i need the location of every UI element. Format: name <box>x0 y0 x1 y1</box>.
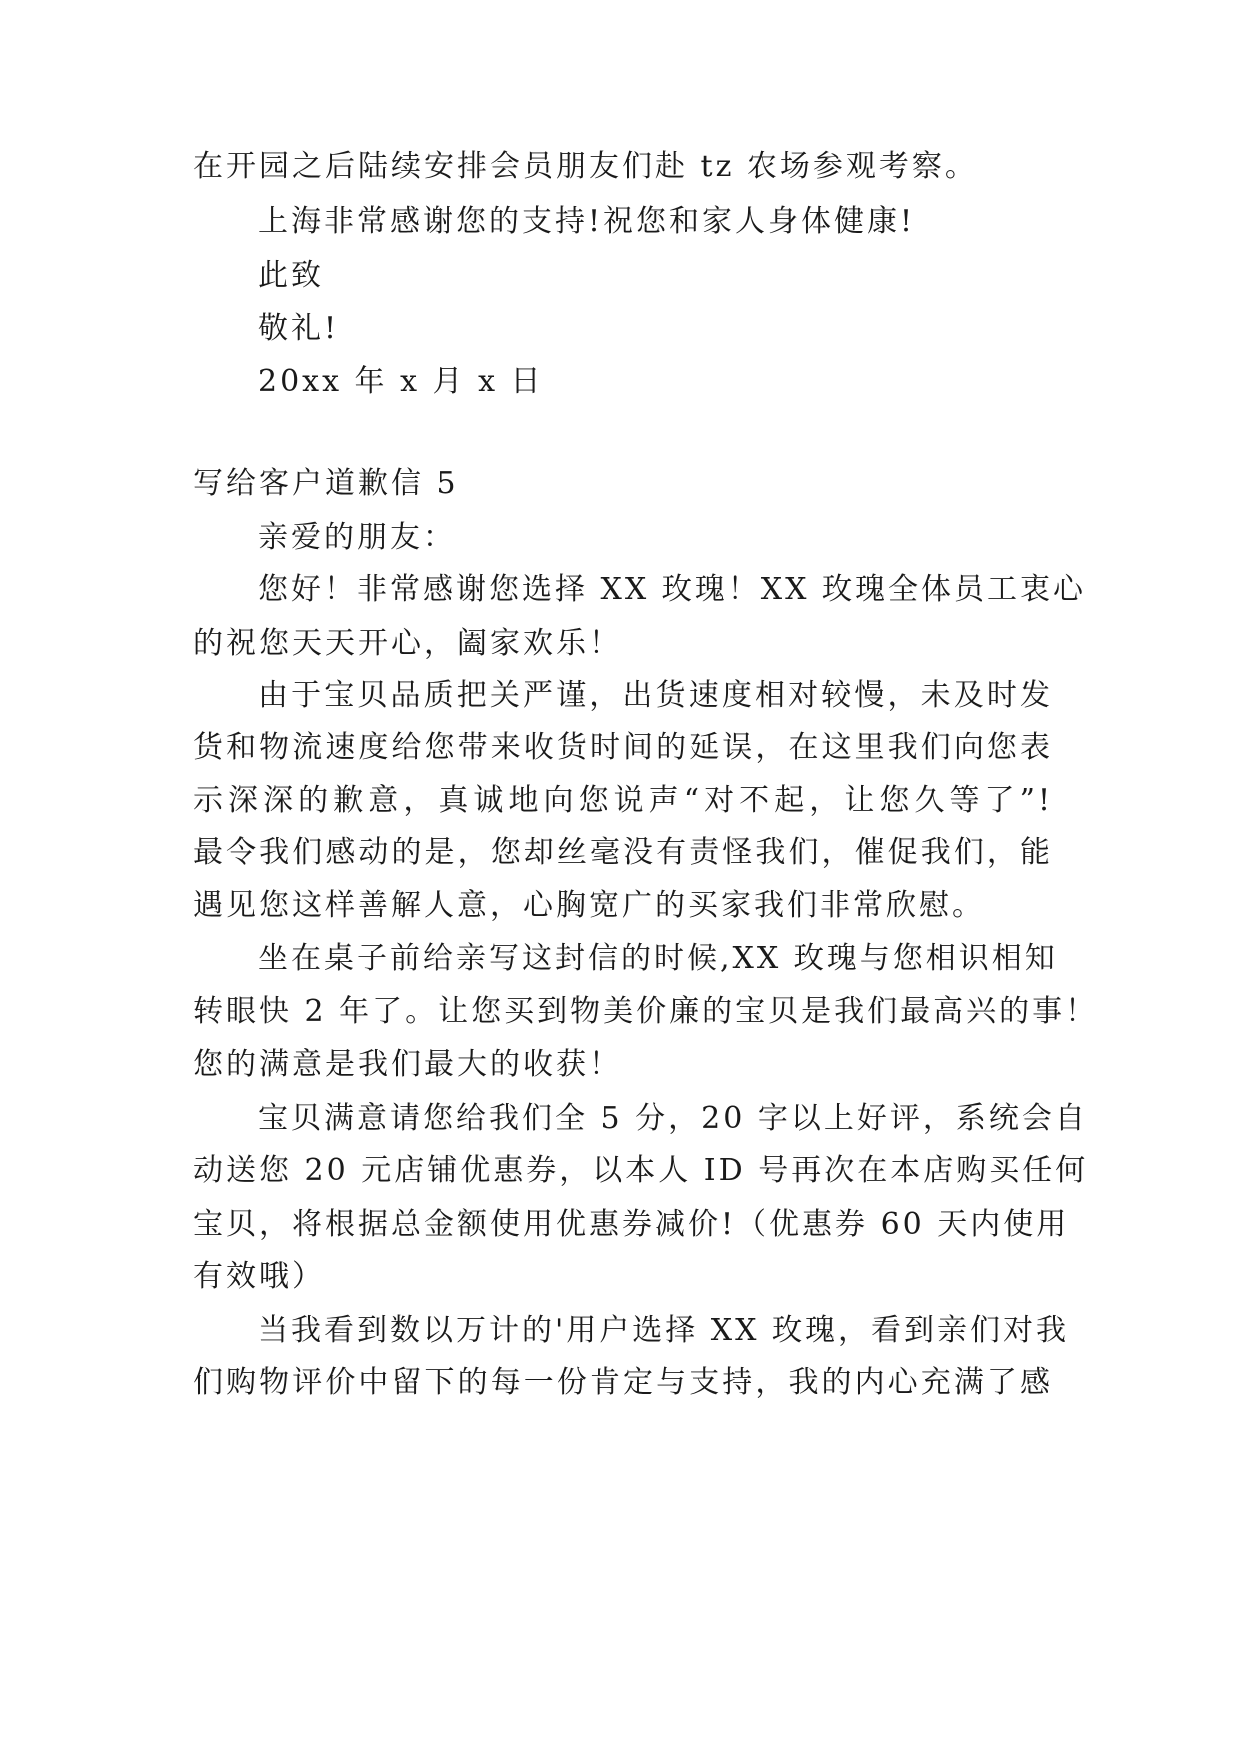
paragraph-line: 货和物流速度给您带来收货时间的延误，在这里我们向您表 <box>193 730 1053 765</box>
paragraph-line: 们购物评价中留下的每一份肯定与支持，我的内心充满了感 <box>193 1365 1053 1400</box>
paragraph-line: 您好！非常感谢您选择 XX 玫瑰！XX 玫瑰全体员工衷心 <box>258 572 1087 607</box>
paragraph-line: 最令我们感动的是，您却丝毫没有责怪我们，催促我们，能 <box>193 835 1053 870</box>
paragraph-line: 宝贝，将根据总金额使用优惠券减价!（优惠券 60 天内使用 <box>193 1207 1070 1242</box>
paragraph-line: 转眼快 2 年了。让您买到物美价廉的宝贝是我们最高兴的事！ <box>193 994 1099 1029</box>
text-line: 上海非常感谢您的支持!祝您和家人身体健康! <box>258 204 916 239</box>
greeting: 亲爱的朋友： <box>258 520 456 555</box>
paragraph-line: 有效哦） <box>193 1259 325 1294</box>
section-title: 写给客户道歉信 5 <box>193 466 459 501</box>
text-line: 在开园之后陆续安排会员朋友们赴 tz 农场参观考察。 <box>193 149 978 184</box>
closing-phrase: 此致 <box>258 258 324 293</box>
paragraph-line: 您的满意是我们最大的收获！ <box>193 1047 622 1082</box>
paragraph-line: 示深深的歉意，真诚地向您说声“对不起，让您久等了”! <box>193 783 1053 818</box>
paragraph-line: 由于宝贝品质把关严谨，出货速度相对较慢，未及时发 <box>258 678 1053 713</box>
paragraph-line: 宝贝满意请您给我们全 5 分，20 字以上好评，系统会自 <box>258 1101 1088 1136</box>
paragraph-line: 遇见您这样善解人意，心胸宽广的买家我们非常欣慰。 <box>193 888 985 923</box>
closing-salutation: 敬礼! <box>258 311 340 346</box>
letter-date: 20xx 年 x 月 x 日 <box>258 364 544 399</box>
paragraph-line: 动送您 20 元店铺优惠券，以本人 ID 号再次在本店购买任何 <box>193 1153 1089 1188</box>
paragraph-line: 的祝您天天开心，阖家欢乐！ <box>193 626 622 661</box>
paragraph-line: 坐在桌子前给亲写这封信的时候,XX 玫瑰与您相识相知 <box>258 941 1058 976</box>
paragraph-line: 当我看到数以万计的'用户选择 XX 玫瑰，看到亲们对我 <box>258 1313 1070 1348</box>
